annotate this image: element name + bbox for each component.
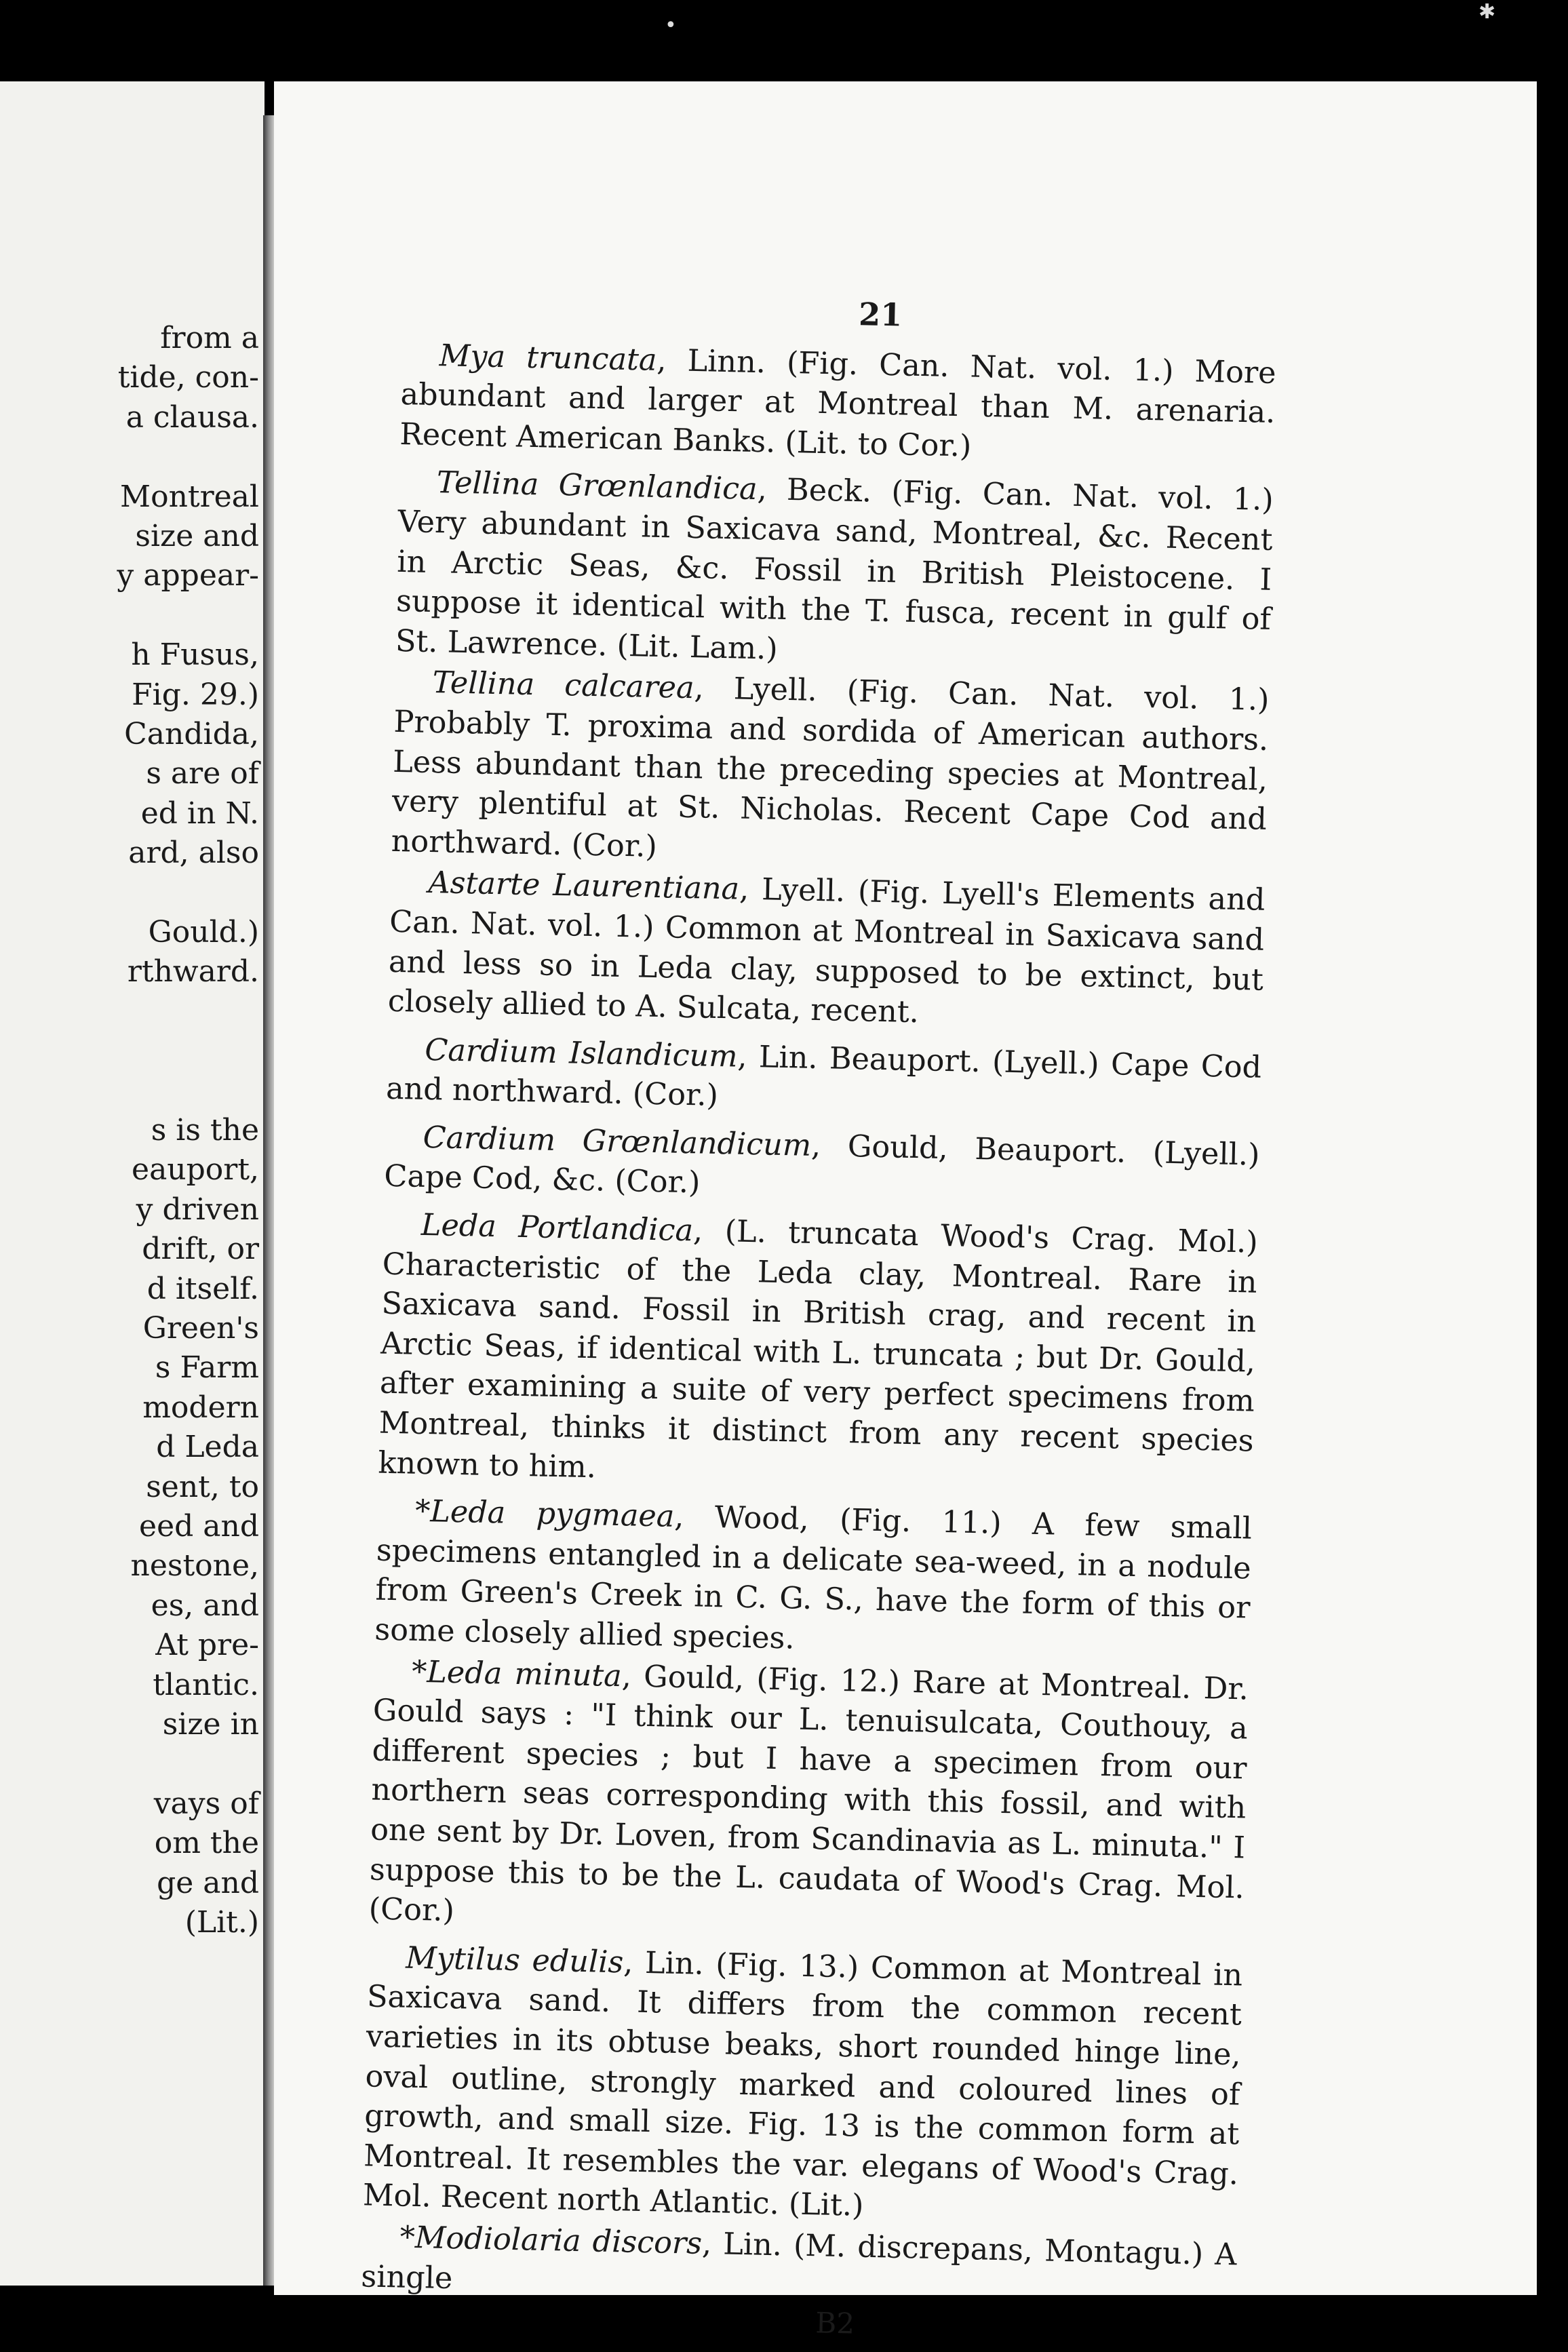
species-name: *Leda pygmaea bbox=[414, 1494, 675, 1534]
previous-page-line: tide, con- bbox=[117, 360, 259, 395]
previous-page-line: a clausa. bbox=[125, 399, 259, 435]
previous-page-line: Candida, bbox=[124, 717, 259, 751]
entry bbox=[399, 336, 1276, 473]
previous-page-line: eauport, bbox=[132, 1152, 259, 1188]
entry-text: , Beck. (Fig. Can. Nat. vol. 1.) Very abundant in Saxicava sand, Montreal, &c. Recent in Arctic Seas, &c. Fossil in British Pleistocene. I suppose it identical with the T. fusca, recent in gulf of St. Lawrence. (Lit. Lam.) bbox=[395, 472, 1274, 667]
entry-text: , Linn. (Fig. Can. Nat. vol. 1.) More abundant and larger at Montreal than M. arenaria. Recent American Banks. (Lit. to Cor.) bbox=[399, 342, 1277, 464]
previous-page bbox=[0, 81, 264, 2286]
entry bbox=[386, 1030, 1262, 1127]
species-name: Leda Portlandica bbox=[420, 1207, 694, 1249]
species-name: Cardium Grœnlandicum bbox=[423, 1120, 812, 1163]
previous-page-line: d Leda bbox=[156, 1430, 259, 1465]
previous-page-line: drift, or bbox=[142, 1232, 259, 1267]
previous-page-line: Gould.) bbox=[148, 915, 259, 949]
entry bbox=[395, 463, 1274, 680]
entry-text: , Lin. (M. discrepans, Montagu.) A single bbox=[360, 2226, 1237, 2296]
species-name: Tellina Grœnlandica bbox=[436, 465, 758, 507]
page-edge-shadow bbox=[1537, 81, 1568, 2295]
entry-text: , Gould, (Fig. 12.) Rare at Montreal. Dr. Gould says : "I think our L. tenuisulcata, Couthouy, a different species ; but I have a specimen from our northern seas corresponding with this fossil, and with one sent by Dr. Loven, from Scandinavia as L. minuta." I suppose this to be the L. caudata of Wood's Crag. Mol. (Cor.) bbox=[368, 1658, 1249, 1929]
previous-page-line: sent, to bbox=[146, 1469, 259, 1504]
entry bbox=[378, 1205, 1258, 1502]
entry-text: , Lin. Beauport. (Lyell.) Cape Cod and northward. (Cor.) bbox=[385, 1039, 1262, 1114]
previous-page-line: es, and bbox=[151, 1588, 259, 1623]
species-name: *Modiolaria discors bbox=[399, 2220, 703, 2261]
page bbox=[274, 81, 1537, 2340]
previous-page-line: Montreal bbox=[120, 479, 259, 514]
species-name: Tellina calcarea bbox=[432, 665, 695, 706]
entry-text: , Lyell. (Fig. Can. Nat. vol. 1.) Probably T. proxima and sordida of American authors. Less abundant than the preceding species at Montreal, very plentiful at St. Nicholas. Recent Cape Cod and northward. (Cor.) bbox=[391, 671, 1270, 864]
entry-text: , Wood, (Fig. 11.) A few small specimens entangled in a delicate sea-weed, in a nodule from Green's Creek in C. G. S., have the form of this or some closely allied species. bbox=[374, 1500, 1253, 1656]
previous-page-line: At pre- bbox=[155, 1628, 259, 1663]
entry bbox=[374, 1491, 1253, 1668]
entry bbox=[384, 1118, 1260, 1215]
scan-speck: • bbox=[665, 14, 677, 37]
previous-page-line: eed and bbox=[139, 1509, 259, 1544]
entry bbox=[368, 1651, 1249, 1948]
previous-page-line: size and bbox=[135, 519, 259, 553]
species-name: Mytilus edulis bbox=[405, 1940, 624, 1980]
previous-page-line: d itself. bbox=[146, 1271, 259, 1306]
species-name: Cardium Islandicum bbox=[424, 1032, 738, 1074]
signature-mark: B2 bbox=[815, 2306, 855, 2340]
scan-speck: ✱ bbox=[1478, 0, 1496, 24]
previous-page-line: ard, also bbox=[128, 836, 259, 871]
previous-page-line: h Fusus, bbox=[131, 638, 259, 673]
previous-page-line: om the bbox=[154, 1826, 259, 1861]
previous-page-line: y driven bbox=[136, 1192, 259, 1227]
entry-text: , (L. truncata Wood's Crag. Mol.) Characteristic of the Leda clay, Montreal. Rare in Saxicava sand. Fossil in British crag, and recent in Arctic Seas, if identical with L. truncata ; but Dr. Gould, after examining a suite of very perfect specimens from Montreal, thinks it distinct from any recent species known to him. bbox=[378, 1213, 1259, 1485]
previous-page-line: s is the bbox=[151, 1113, 259, 1148]
previous-page-line: tlantic. bbox=[153, 1667, 259, 1702]
previous-page-line: vays of bbox=[153, 1786, 259, 1821]
previous-page-line: rthward. bbox=[127, 954, 259, 989]
entry-text: , Gould, Beauport. (Lyell.) Cape Cod, &c. (Cor.) bbox=[383, 1128, 1260, 1200]
entry bbox=[362, 1938, 1242, 2234]
previous-page-line: size in bbox=[162, 1707, 259, 1742]
species-name: Astarte Laurentiana bbox=[428, 865, 740, 907]
species-name: *Leda minuta bbox=[411, 1654, 623, 1693]
previous-page-line: s are of bbox=[146, 756, 259, 791]
previous-page-line: Green's bbox=[142, 1311, 259, 1346]
previous-page-line: nestone, bbox=[130, 1548, 259, 1584]
entry-text: , Lin. (Fig. 13.) Common at Montreal in Saxicava sand. It differs from the common recent varieties in its obtuse beaks, short rounded hinge line, oval outline, strongly marked and coloured lines of growth, and small size. Fig. 13 is the common form at Montreal. It resembles the var. elegans of Wood's Crag. Mol. Recent north Atlantic. (Lit.) bbox=[362, 1945, 1243, 2224]
previous-page-line: y appear- bbox=[117, 558, 259, 593]
entry bbox=[391, 663, 1270, 880]
previous-page-line: ge and bbox=[157, 1865, 259, 1900]
page-text-block bbox=[360, 285, 1278, 2352]
page-number: 21 bbox=[858, 296, 903, 334]
previous-page-line: s Farm bbox=[155, 1350, 259, 1386]
previous-page-line: Fig. 29.) bbox=[132, 677, 259, 712]
entry bbox=[387, 863, 1266, 1040]
previous-page-line: from a bbox=[160, 321, 259, 355]
previous-page-line: modern bbox=[142, 1390, 259, 1425]
previous-page-line: (Lit.) bbox=[184, 1905, 259, 1940]
entry-text: , Lyell. (Fig. Lyell's Elements and Can. Nat. vol. 1.) Common at Montreal in Saxicava sand and less so in Leda clay, supposed to be extinct, but closely allied to A. Sulcata, recent. bbox=[387, 871, 1266, 1030]
species-name: Mya truncata bbox=[439, 338, 657, 378]
previous-page-line: ed in N. bbox=[140, 796, 259, 831]
